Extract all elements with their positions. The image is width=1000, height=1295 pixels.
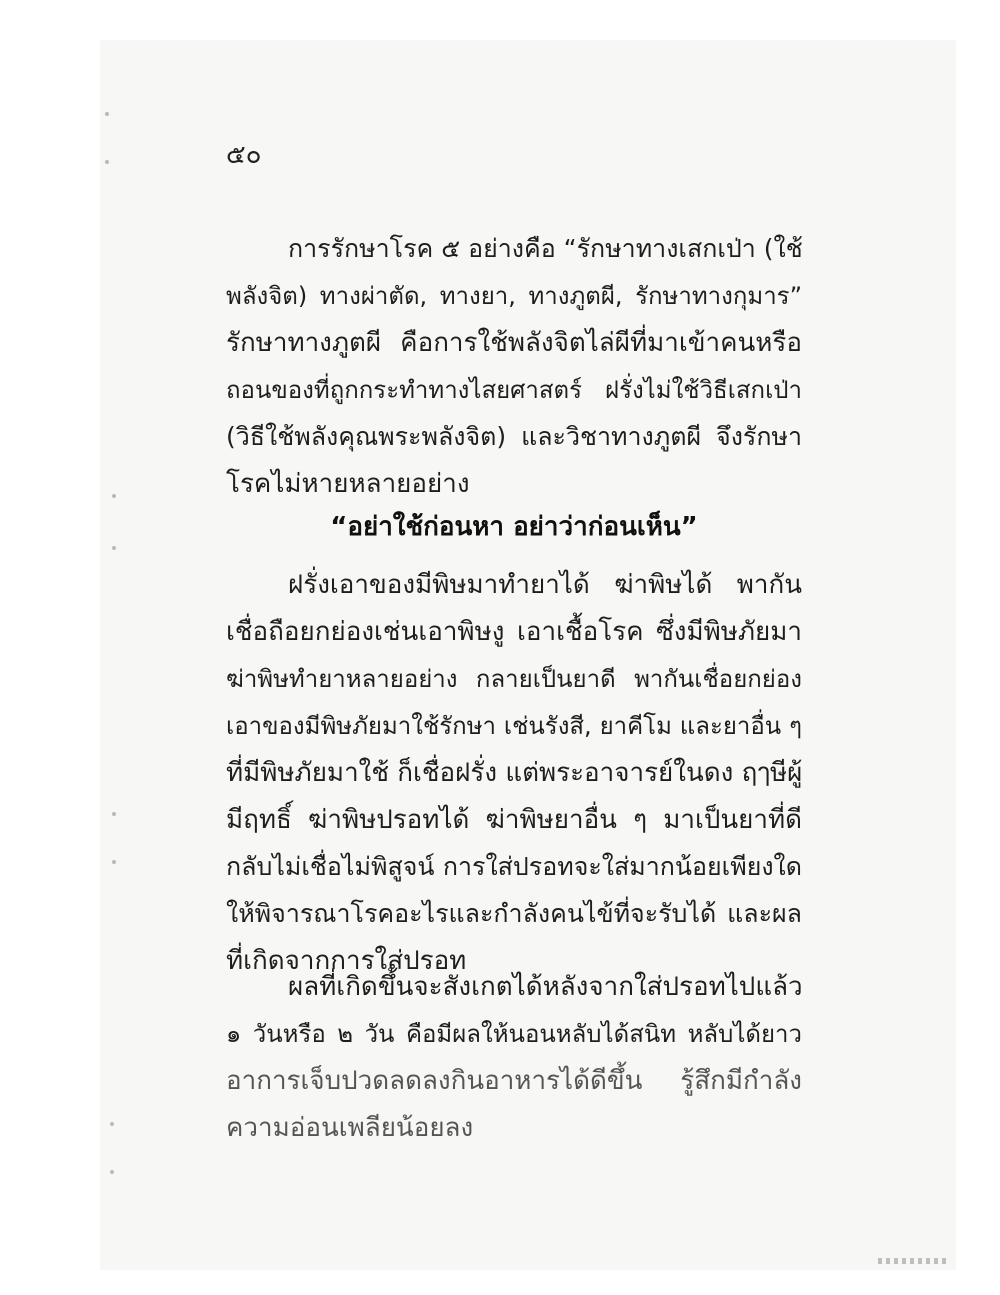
paragraph-line: ให้พิจารณาโรคอะไรและกำลังคนไข้ที่จะรับได้ และผล [226, 899, 802, 928]
paragraph-line: รักษาทางภูตผี คือการใช้พลังจิตไล่ผีที่มาเข้าคนหรือ [226, 328, 802, 358]
paragraph-line: พลังจิต) ทางผ่าตัด, ทางยา, ทางภูตผี, รักษาทางกุมาร” [226, 282, 802, 310]
binding-hole-mark [112, 494, 116, 498]
binding-hole-mark [105, 112, 109, 116]
section-heading: “อย่าใช้ก่อนหา อย่าว่าก่อนเห็น” [330, 512, 698, 542]
binding-hole-mark [112, 546, 116, 550]
paragraph-line: เอาของมีพิษภัยมาใช้รักษา เช่นรังสี, ยาคีโม และยาอื่น ๆ [226, 712, 802, 740]
paragraph-line: ความอ่อนเพลียน้อยลง [226, 1113, 474, 1143]
paragraph-line: ๑ วันหรือ ๒ วัน คือมีผลให้นอนหลับได้สนิท หลับได้ยาว [226, 1020, 802, 1048]
binding-hole-mark [112, 860, 116, 864]
binding-hole-mark [110, 1122, 114, 1126]
paragraph-line: การรักษาโรค ๕ อย่างคือ “รักษาทางเสกเป่า (ใช้ [288, 234, 803, 263]
paragraph-line: โรคไม่หายหลายอย่าง [226, 469, 470, 499]
paragraph-line: อาการเจ็บปวดลดลงกินอาหารได้ดีขึ้น รู้สึกมีกำลัง [226, 1066, 802, 1096]
paragraph-line: เชื่อถือยกย่องเช่นเอาพิษงู เอาเชื้อโรค ซึ่งมีพิษภัยมา [226, 617, 802, 647]
scan-artifact [878, 1258, 950, 1264]
paragraph-line: ฝรั่งเอาของมีพิษมาทำยาได้ ฆ่าพิษได้ พากัน [288, 570, 802, 600]
binding-hole-mark [105, 160, 109, 164]
paragraph-line: ผลที่เกิดขึ้นจะสังเกตได้หลังจากใส่ปรอทไปแล้ว [288, 972, 803, 1002]
paragraph-line: ฆ่าพิษทำยาหลายอย่าง กลายเป็นยาดี พากันเชื่อยกย่อง [226, 665, 802, 693]
binding-hole-mark [112, 812, 116, 816]
paragraph-line: ที่มีพิษภัยมาใช้ ก็เชื่อฝรั่ง แต่พระอาจารย์ในดง ฤๅษีผู้ [226, 758, 803, 788]
paragraph-line: กลับไม่เชื่อไม่พิสูจน์ การใส่ปรอทจะใส่มากน้อยเพียงใด [226, 852, 802, 881]
paragraph-line: ถอนของที่ถูกกระทำทางไสยศาสตร์ ฝรั่งไม่ใช้วิธีเสกเป่า [226, 376, 802, 404]
page-number: ๕๐ [226, 140, 262, 170]
paragraph-line: (วิธีใช้พลังคุณพระพลังจิต) และวิชาทางภูตผี จึงรักษา [226, 422, 802, 451]
paragraph-line: ที่เกิดจากการใส่ปรอท [226, 946, 467, 976]
binding-hole-mark [110, 1170, 114, 1174]
paragraph-line: มีฤทธิ์ ฆ่าพิษปรอทได้ ฆ่าพิษยาอื่น ๆ มาเป็นยาที่ดี [226, 805, 802, 835]
